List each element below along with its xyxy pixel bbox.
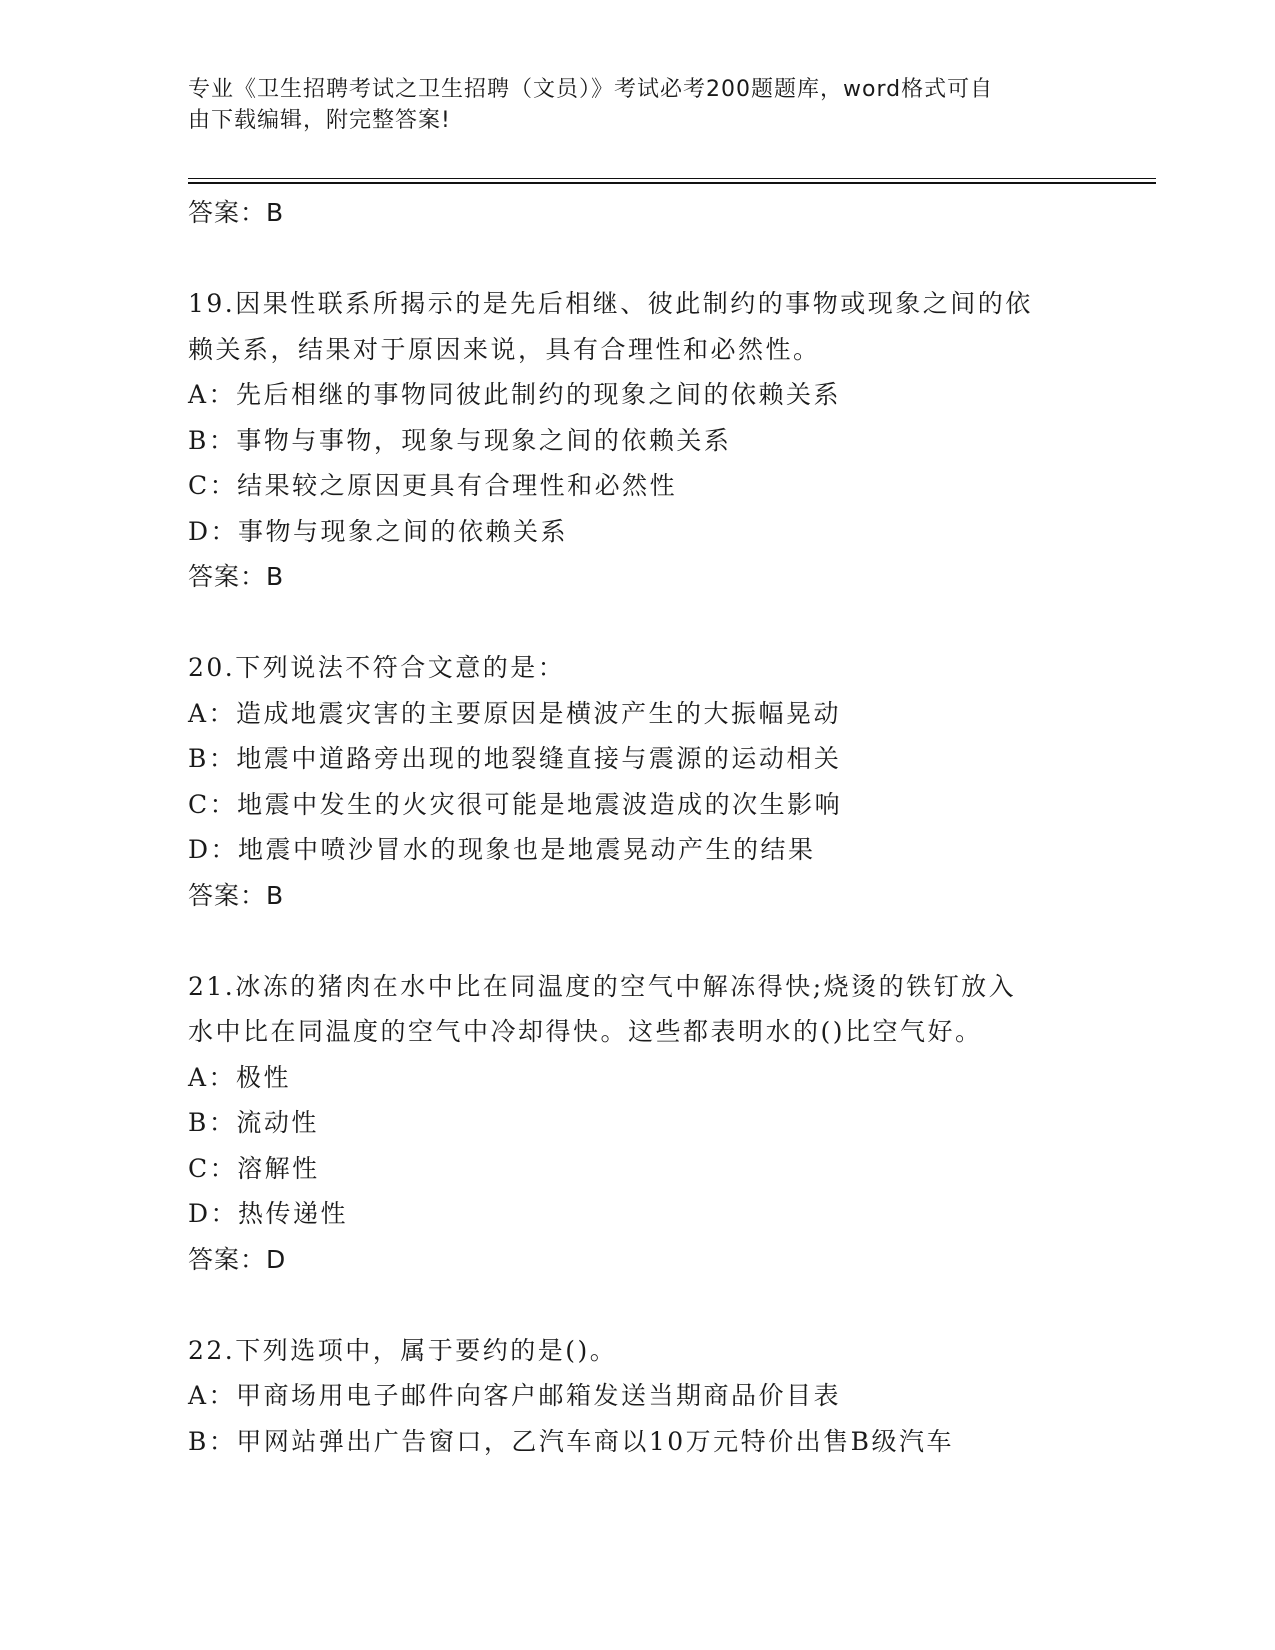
header-line-1: 专业《卫生招聘考试之卫生招聘（文员）》考试必考200题题库，word格式可自 [188, 77, 994, 102]
question-19-stem-line-2: 赖关系，结果对于原因来说，具有合理性和必然性。 [188, 334, 821, 364]
question-21 [188, 964, 1088, 1283]
question-20-stem-line-1: 20.下列说法不符合文意的是： [188, 653, 566, 682]
question-21-option-b: B：流动性 [188, 1108, 319, 1137]
question-19-stem-line-1: 19.因果性联系所揭示的是先后相继、彼此制约的事物或现象之间的依 [188, 289, 1033, 318]
header-line-2: 由下载编辑，附完整答案! [188, 108, 451, 133]
question-22-option-a: A：甲商场用电子邮件向客户邮箱发送当期商品价目表 [188, 1381, 842, 1410]
question-21-option-c: C：溶解性 [188, 1153, 320, 1183]
document-header [188, 74, 1088, 136]
header-divider-thick [188, 182, 1156, 184]
question-20-option-d: D：地震中喷沙冒水的现象也是地震晃动产生的结果 [188, 835, 816, 864]
spacer [188, 236, 1088, 282]
question-22-stem-line-1: 22.下列选项中，属于要约的是()。 [188, 1335, 618, 1365]
question-22 [188, 1328, 1088, 1465]
question-20-answer: 答案：B [188, 880, 285, 910]
question-20-option-b: B：地震中道路旁出现的地裂缝直接与震源的运动相关 [188, 744, 842, 773]
spacer [188, 600, 1088, 646]
question-20 [188, 645, 1088, 918]
question-19-option-d: D：事物与现象之间的依赖关系 [188, 516, 569, 546]
question-19-answer: 答案：B [188, 562, 285, 591]
question-21-option-a: A：极性 [188, 1062, 292, 1092]
question-20-option-a: A：造成地震灾害的主要原因是横波产生的大振幅晃动 [188, 698, 842, 728]
question-20-option-c: C：地震中发生的火灾很可能是地震波造成的次生影响 [188, 789, 843, 819]
header-divider-thin [188, 178, 1156, 179]
question-21-option-d: D：热传递性 [188, 1199, 349, 1228]
question-21-stem-line-1: 21.冰冻的猪肉在水中比在同温度的空气中解冻得快;烧烫的铁钉放入 [188, 971, 1017, 1001]
question-list [188, 190, 1088, 1464]
answer-18: 答案：B [188, 198, 285, 227]
spacer [188, 918, 1088, 964]
question-22-option-b: B：甲网站弹出广告窗口，乙汽车商以10万元特价出售B级汽车 [188, 1426, 955, 1456]
question-19-option-a: A：先后相继的事物同彼此制约的现象之间的依赖关系 [188, 380, 842, 409]
question-19 [188, 281, 1088, 600]
question-21-answer: 答案：D [188, 1244, 287, 1274]
question-19-option-c: C：结果较之原因更具有合理性和必然性 [188, 471, 678, 500]
spacer [188, 1282, 1088, 1328]
question-19-option-b: B：事物与事物，现象与现象之间的依赖关系 [188, 425, 732, 455]
question-21-stem-line-2: 水中比在同温度的空气中冷却得快。这些都表明水的()比空气好。 [188, 1017, 983, 1046]
